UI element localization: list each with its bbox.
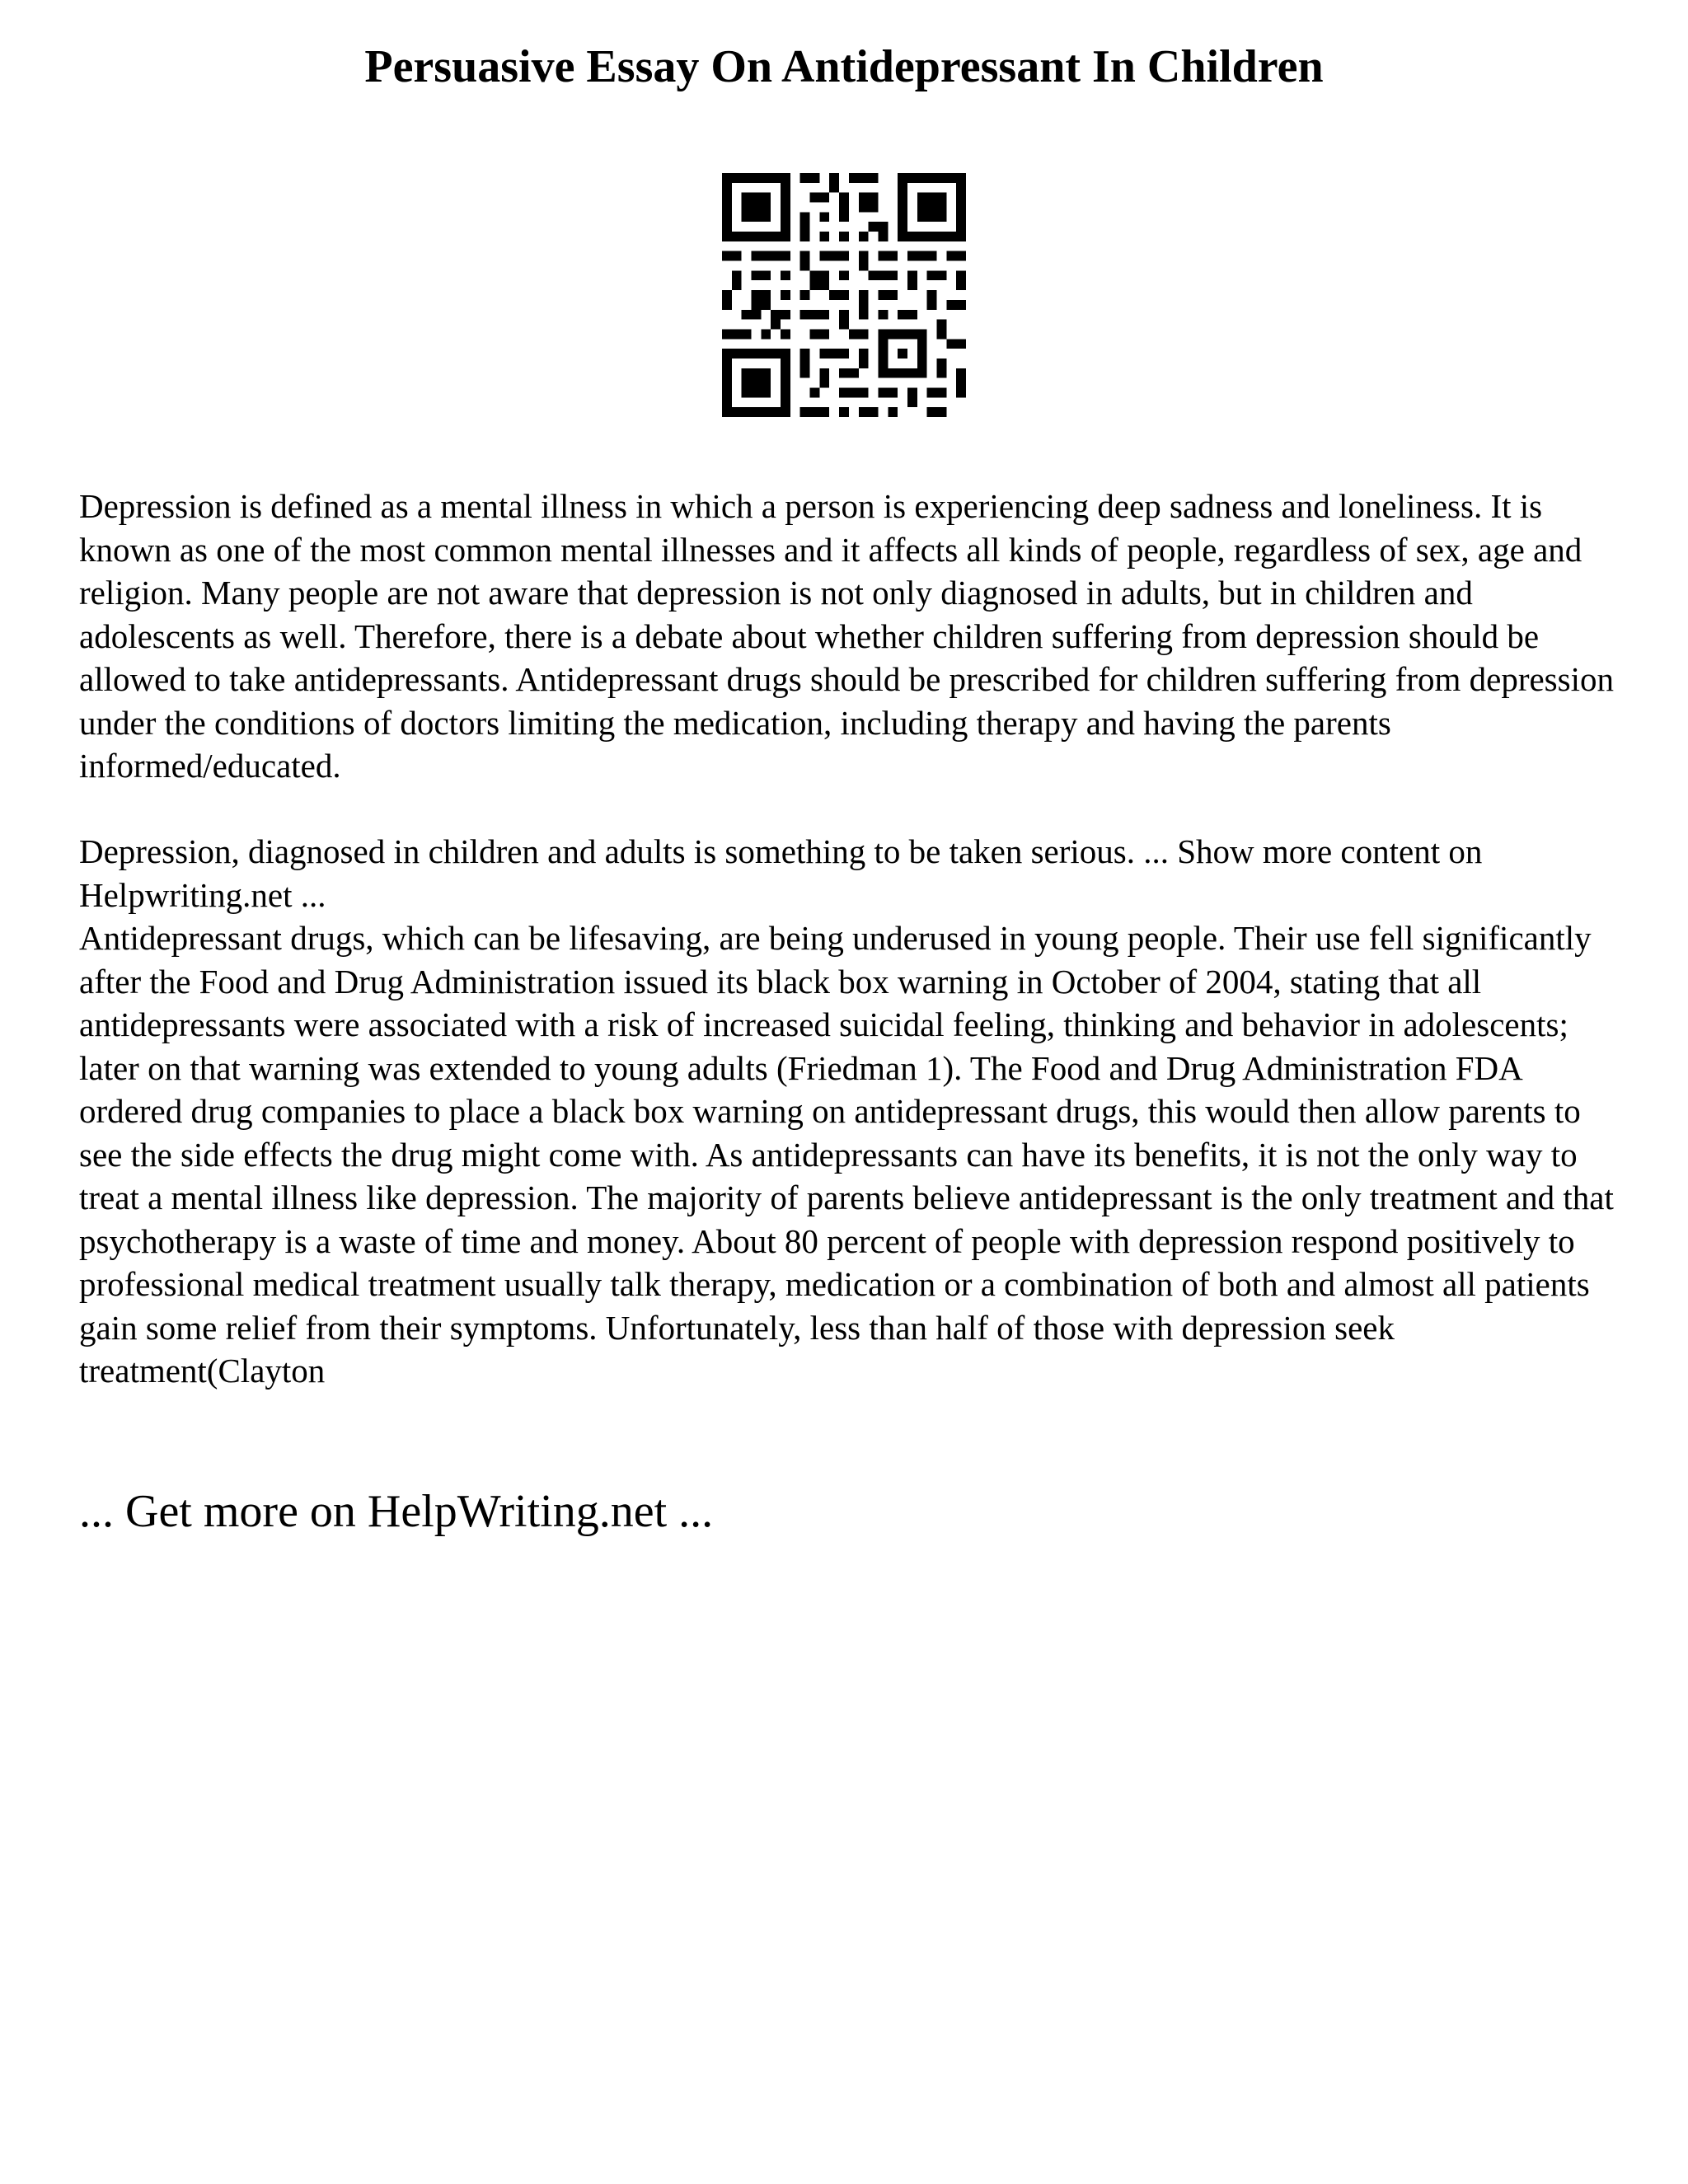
intro-paragraph: Depression is defined as a mental illness in which a person is experiencing deep sadness and loneliness. It is known as one of the most common mental illnesses and it affects all kinds of people, regardless of sex, age and religion. Many people are not aware that depression is not only diagnosed in adults, but in children and adolescents as well. Therefore, there is a debate about whether children suffering from depression should be allowed to take antidepressants. Antidepressant drugs should be prescribed for children suffering from depression under the conditions of doctors limiting the medication, including therapy and having the parents informed/educated. xyxy=(79,487,1614,785)
get-more-link[interactable]: ... Get more on HelpWriting.net ... xyxy=(79,1486,714,1537)
teaser-paragraph: Depression, diagnosed in children and adults is something to be taken serious. ... Show more content on Helpwriting.net ... xyxy=(79,832,1483,914)
body-paragraph: Antidepressant drugs, which can be lifesaving, are being underused in young people. Their use fell significantly after the Food and Drug Administration issued its black box warning in October of 2004, stating that all antidepressants were associated with a risk of increased suicidal feeling, thinking and behavior in adolescents; later on that warning was extended to young adults (Friedman 1). The Food and Drug Administration FDA ordered drug companies to place a black box warning on antidepressant drugs, this would then allow parents to see the side effects the drug might come with. As antidepressants can have its benefits, it is not the only way to treat a mental illness like depression. The majority of parents believe antidepressant is the only treatment and that psychotherapy is a waste of time and money. About 80 percent of people with depression respond positively to professional medical treatment usually talk therapy, medication or a combination of both and almost all patients gain some relief from their symptoms. Unfortunately, less than half of those with depression seek treatment(Clayton xyxy=(79,919,1614,1390)
qr-code-icon xyxy=(722,173,966,417)
page-title: Persuasive Essay On Antidepressant In Children xyxy=(364,41,1324,92)
